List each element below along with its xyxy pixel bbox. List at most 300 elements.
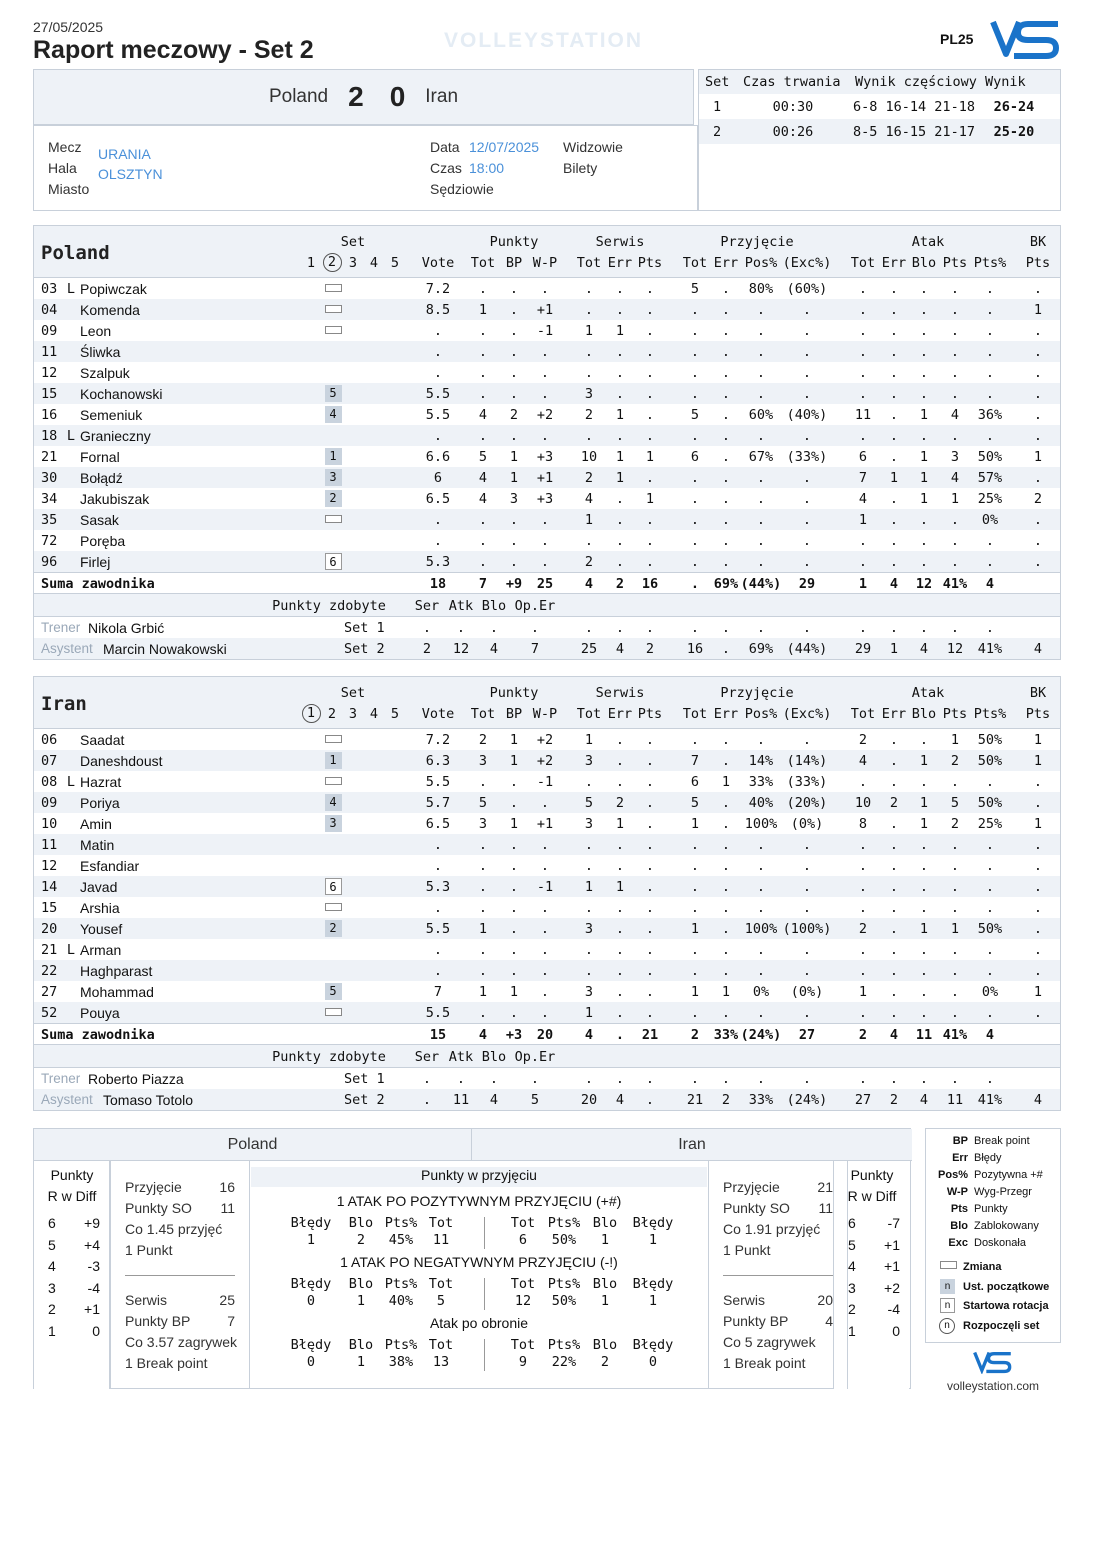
player-number: 34 xyxy=(41,491,58,507)
stat-cell: . xyxy=(858,302,868,318)
stat-cell: 6.6 xyxy=(425,449,451,465)
player-name: Fornal xyxy=(80,449,120,465)
stat-header: Blo xyxy=(592,1276,618,1292)
stat-cell: . xyxy=(615,963,625,979)
stat-cell: . xyxy=(645,795,655,811)
stat-cell: . xyxy=(802,942,812,958)
stat-cell: . xyxy=(985,858,995,874)
stat-cell: . xyxy=(1033,900,1043,916)
stat-header: Blo xyxy=(348,1276,374,1292)
set-stat-cell: . xyxy=(802,1071,812,1087)
stat-cell: . xyxy=(950,963,960,979)
stat-cell: . xyxy=(858,344,868,360)
stat-cell: 1 xyxy=(584,512,594,528)
suma-cell: 41% xyxy=(942,576,968,592)
stat-cell: . xyxy=(919,963,929,979)
stat-cell: 5 xyxy=(950,795,960,811)
stat-cell: . xyxy=(756,837,766,853)
suma-label: Suma zawodnika xyxy=(41,1027,155,1043)
stat-cell: . xyxy=(645,428,655,444)
col-s_err: Err xyxy=(607,255,633,271)
stat-cell: 3 xyxy=(584,816,594,832)
player-row xyxy=(34,876,1060,897)
stat-cell: . xyxy=(802,302,812,318)
stat-cell: . xyxy=(889,449,899,465)
stat-cell: . xyxy=(509,837,519,853)
col-set-4: 4 xyxy=(369,255,379,271)
stat-header: Pts% xyxy=(384,1215,418,1231)
suma-cell: . xyxy=(690,576,700,592)
col-a_err: Err xyxy=(881,255,907,271)
stat-cell: . xyxy=(645,879,655,895)
stat-cell: 1 xyxy=(615,470,625,486)
col-s_pts: Pts xyxy=(637,706,663,722)
stat-cell: . xyxy=(919,774,929,790)
stat-value: 45% xyxy=(388,1232,414,1248)
suma-row xyxy=(34,1023,1060,1044)
player-name: Szalpuk xyxy=(80,365,130,381)
stat-cell: . xyxy=(509,879,519,895)
stat-cell: . xyxy=(950,386,960,402)
stat-cell: 2 xyxy=(509,407,519,423)
stat-cell: . xyxy=(1033,428,1043,444)
stat-cell: . xyxy=(540,281,550,297)
footer-logo xyxy=(925,1350,1061,1393)
summary-header xyxy=(34,1129,912,1161)
stat-cell: 5.5 xyxy=(425,407,451,423)
col-p_bp: BP xyxy=(505,706,523,722)
sets-table xyxy=(698,69,1061,211)
legend-abbr: Err xyxy=(952,1152,968,1164)
col-group-przyjecie: Przyjęcie xyxy=(720,234,794,250)
miasto-label: Miasto xyxy=(48,181,90,197)
stat-header: Błędy xyxy=(632,1276,674,1292)
watermark: VOLLEYSTATION xyxy=(444,29,644,52)
stat-cell: . xyxy=(584,428,594,444)
stat-cell: . xyxy=(721,344,731,360)
stat-cell: . xyxy=(615,428,625,444)
set-marker xyxy=(323,1004,343,1020)
set-stat-cell: . xyxy=(721,641,731,657)
col-set-5: 5 xyxy=(390,255,400,271)
stat-cell: (33%) xyxy=(786,449,828,465)
col-r_pos: Pos% xyxy=(744,706,778,722)
set-set: 2 xyxy=(713,123,722,140)
stat-cell: . xyxy=(721,942,731,958)
home-rotation-panel xyxy=(34,1161,110,1389)
team-table-poland xyxy=(33,225,1061,660)
stat-cell: . xyxy=(509,533,519,549)
legend-abbr: Exc xyxy=(948,1237,968,1249)
stat-cell: . xyxy=(802,1005,812,1021)
set-stat-cell: . xyxy=(645,620,655,636)
legend-abbr: BP xyxy=(952,1135,968,1147)
suma-cell: 11 xyxy=(915,1027,933,1043)
stat-cell: . xyxy=(919,512,929,528)
player-name: Saadat xyxy=(80,732,125,748)
stat-cell: +1 xyxy=(536,470,554,486)
stat-cell: . xyxy=(721,512,731,528)
player-number: 18 xyxy=(41,428,58,444)
reception-points-title: Punkty w przyjęciu xyxy=(251,1167,707,1187)
mecz-label: Mecz xyxy=(48,139,82,155)
staff-row xyxy=(34,1068,1060,1089)
stat-cell: . xyxy=(889,428,899,444)
player-number: 22 xyxy=(41,963,58,979)
stat-cell: . xyxy=(615,942,625,958)
rec-divider xyxy=(125,1275,235,1276)
stat-cell: . xyxy=(433,512,443,528)
set-stat-cell: . xyxy=(889,1071,899,1087)
suma-cell: 27 xyxy=(798,1027,816,1043)
site-url: volleystation.com xyxy=(946,1379,1040,1393)
set-stat-cell: . xyxy=(985,620,995,636)
stat-value: 1 xyxy=(600,1293,610,1309)
stat-cell: 1 xyxy=(615,407,625,423)
stat-value: 13 xyxy=(432,1354,450,1370)
starting-position-marker: 1 xyxy=(325,448,342,465)
stat-cell: . xyxy=(985,774,995,790)
stat-cell: 4 xyxy=(584,491,594,507)
stat-cell: . xyxy=(540,795,550,811)
stat-cell: . xyxy=(802,470,812,486)
set-marker xyxy=(323,490,343,507)
stat-cell: . xyxy=(721,302,731,318)
suma-cell: +3 xyxy=(505,1027,523,1043)
legend-desc: Błędy xyxy=(974,1152,1002,1164)
stat-cell: . xyxy=(478,774,488,790)
player-row xyxy=(34,855,1060,876)
player-number: 12 xyxy=(41,858,58,874)
set-stat-cell: 4 xyxy=(489,641,499,657)
set-time: 00:30 xyxy=(772,98,814,115)
libero-mark: L xyxy=(66,428,76,444)
stat-cell: . xyxy=(985,837,995,853)
stat-cell: . xyxy=(1033,554,1043,570)
player-row xyxy=(34,792,1060,813)
stat-cell: 1 xyxy=(584,1005,594,1021)
stat-header: Tot xyxy=(428,1276,454,1292)
legend-abbr: Pts xyxy=(950,1203,968,1215)
player-row xyxy=(34,278,1060,299)
set-marker xyxy=(323,878,343,895)
stat-cell: 7 xyxy=(690,753,700,769)
stat-cell: . xyxy=(645,858,655,874)
col-group-set: Set xyxy=(340,234,366,250)
stat-cell: . xyxy=(433,963,443,979)
player-name: Granieczny xyxy=(80,428,151,444)
suma-row xyxy=(34,572,1060,593)
section-title: 1 ATAK PO NEGATYWNYM PRZYJĘCIU (-!) xyxy=(340,1254,618,1270)
stat-cell: . xyxy=(919,344,929,360)
rec-label: Przyjęcie xyxy=(125,1179,182,1195)
stat-cell: 1 xyxy=(1033,449,1043,465)
legend-desc: Doskonała xyxy=(974,1237,1026,1249)
substitution-marker xyxy=(325,284,342,292)
stat-cell: . xyxy=(756,470,766,486)
stat-cell: 50% xyxy=(977,921,1003,937)
stat-cell: . xyxy=(1033,407,1043,423)
stat-cell: . xyxy=(690,858,700,874)
rec-punkt: 1 Punkt xyxy=(723,1242,771,1258)
legend-icon-label: Startowa rotacja xyxy=(963,1300,1049,1312)
player-name: Daneshdoust xyxy=(80,753,163,769)
stat-cell: . xyxy=(690,879,700,895)
stat-cell: . xyxy=(985,942,995,958)
stat-cell: . xyxy=(433,858,443,874)
stat-cell: . xyxy=(756,942,766,958)
stat-cell: . xyxy=(509,858,519,874)
starting-position-marker: 2 xyxy=(325,920,342,937)
stat-cell: . xyxy=(1033,386,1043,402)
stat-cell: . xyxy=(540,921,550,937)
col-a_ptsp: Pts% xyxy=(973,255,1007,271)
stat-cell: . xyxy=(584,858,594,874)
substitution-marker xyxy=(325,777,342,785)
stat-cell: . xyxy=(478,900,488,916)
section-divider xyxy=(484,1217,485,1249)
stat-cell: 1 xyxy=(615,323,625,339)
stat-cell: 1 xyxy=(615,816,625,832)
stat-cell: . xyxy=(584,900,594,916)
staff-row xyxy=(34,638,1060,659)
set-stat-cell: . xyxy=(756,1071,766,1087)
set-label: Set 1 xyxy=(344,1071,385,1087)
stat-cell: 5 xyxy=(584,795,594,811)
stat-cell: . xyxy=(802,900,812,916)
stat-cell: . xyxy=(433,900,443,916)
widzowie-label: Widzowie xyxy=(563,139,623,155)
player-row xyxy=(34,467,1060,488)
srv-bp: 1 Break point xyxy=(125,1355,208,1371)
set-stat-cell: 4 xyxy=(1033,641,1043,657)
rot-number: 3 xyxy=(48,1279,56,1296)
stat-cell: . xyxy=(858,554,868,570)
suma-cell: 4 xyxy=(584,576,594,592)
set-stat-cell: . xyxy=(858,1071,868,1087)
col-r_err: Err xyxy=(713,255,739,271)
set-stat-cell: . xyxy=(985,1071,995,1087)
stat-value: 0 xyxy=(648,1354,658,1370)
suma-cell: 2 xyxy=(615,576,625,592)
stat-cell: . xyxy=(802,837,812,853)
stat-cell: . xyxy=(858,837,868,853)
stat-cell: . xyxy=(645,753,655,769)
set-stat-cell: (44%) xyxy=(786,641,828,657)
stat-cell: 25% xyxy=(977,816,1003,832)
stat-header: Tot xyxy=(510,1337,536,1353)
stat-cell: . xyxy=(509,344,519,360)
stat-cell: . xyxy=(756,365,766,381)
stat-cell: 1 xyxy=(509,984,519,1000)
player-name: Hazrat xyxy=(80,774,122,790)
stat-cell: 50% xyxy=(977,753,1003,769)
stat-cell: 2 xyxy=(858,732,868,748)
set-stat-cell: 4 xyxy=(1033,1092,1043,1108)
stat-cell: . xyxy=(645,963,655,979)
col-a_tot: Tot xyxy=(850,255,876,271)
stat-cell: . xyxy=(690,554,700,570)
stat-cell: 3 xyxy=(584,984,594,1000)
pz-label: Punkty zdobyte xyxy=(272,598,386,614)
stat-cell: 1 xyxy=(584,879,594,895)
stat-cell: . xyxy=(540,942,550,958)
rot-number: 2 xyxy=(48,1301,56,1317)
stat-cell: . xyxy=(889,365,899,381)
suma-cell: 4 xyxy=(889,576,899,592)
player-row xyxy=(34,488,1060,509)
stat-cell: . xyxy=(889,491,899,507)
rec-value: 11 xyxy=(220,1200,235,1216)
stat-cell: . xyxy=(756,900,766,916)
player-name: Leon xyxy=(80,323,112,339)
stat-cell: . xyxy=(584,533,594,549)
away-sets: 0 xyxy=(389,81,406,112)
rot-punkty-label: Punkty xyxy=(50,1167,94,1183)
suma-cell: 4 xyxy=(985,576,995,592)
stat-cell: 1 xyxy=(584,323,594,339)
player-row xyxy=(34,729,1060,750)
srv-co: Co 3.57 zagrywek xyxy=(125,1334,238,1350)
stat-cell: . xyxy=(919,428,929,444)
section-divider xyxy=(484,1278,485,1310)
stat-cell: . xyxy=(802,879,812,895)
stat-cell: . xyxy=(756,732,766,748)
srv-co: Co 5 zagrywek xyxy=(723,1334,816,1350)
stat-cell: . xyxy=(509,774,519,790)
stat-cell: -1 xyxy=(536,323,554,339)
starting-position-marker: 3 xyxy=(325,469,342,486)
stat-cell: . xyxy=(584,942,594,958)
stat-cell: 1 xyxy=(478,984,488,1000)
stat-cell: 1 xyxy=(509,816,519,832)
page-title: Raport meczowy - Set 2 xyxy=(33,36,314,64)
stat-cell: 3 xyxy=(584,386,594,402)
sets-header xyxy=(699,70,1060,94)
stat-cell: 6.5 xyxy=(425,816,451,832)
player-number: 08 xyxy=(41,774,58,790)
stat-cell: . xyxy=(690,386,700,402)
set-stat-cell: 41% xyxy=(977,641,1003,657)
stat-cell: . xyxy=(721,1005,731,1021)
stat-cell: . xyxy=(615,921,625,937)
rot-rwdiff-label: R w Diff xyxy=(47,1188,97,1204)
rec-punkt: 1 Punkt xyxy=(125,1242,173,1258)
stat-cell: . xyxy=(889,921,899,937)
team-name: Iran xyxy=(41,693,87,715)
stat-cell: 5.5 xyxy=(425,1005,451,1021)
stat-cell: . xyxy=(615,281,625,297)
stat-cell: (20%) xyxy=(786,795,828,811)
set-stat-cell: 11 xyxy=(452,1092,470,1108)
stat-cell: . xyxy=(985,365,995,381)
player-name: Haghparast xyxy=(80,963,153,979)
stat-cell: . xyxy=(615,858,625,874)
stat-cell: . xyxy=(889,302,899,318)
stat-cell: . xyxy=(802,365,812,381)
stat-cell: . xyxy=(802,732,812,748)
away-team-name: Iran xyxy=(425,86,459,107)
stat-cell: . xyxy=(919,732,929,748)
legend-icon-label: Ust. początkowe xyxy=(963,1280,1050,1293)
player-name: Javad xyxy=(80,879,118,895)
staff-label: Trener xyxy=(41,620,81,635)
stat-cell: . xyxy=(889,407,899,423)
stat-cell: . xyxy=(889,984,899,1000)
legend-panel xyxy=(925,1128,1061,1343)
starting-rotation-marker: 6 xyxy=(325,553,342,570)
stat-cell: 5 xyxy=(690,281,700,297)
stat-cell: . xyxy=(756,302,766,318)
rot-diff: -4 xyxy=(887,1301,900,1317)
stat-cell: 1 xyxy=(645,449,655,465)
set-stat-cell: 1 xyxy=(889,641,899,657)
player-name: Jakubiszak xyxy=(80,491,150,507)
stat-cell: . xyxy=(858,774,868,790)
set-stat-cell: 21 xyxy=(686,1092,704,1108)
stat-cell: . xyxy=(478,533,488,549)
stat-cell: . xyxy=(950,1005,960,1021)
suma-cell: 33% xyxy=(713,1027,739,1043)
stat-cell: 1 xyxy=(919,491,929,507)
set-time: 00:26 xyxy=(772,123,814,140)
stat-cell: . xyxy=(950,428,960,444)
rot-punkty-label: Punkty xyxy=(850,1167,894,1183)
legend-start-icon: n xyxy=(940,1279,955,1294)
suma-cell: +9 xyxy=(505,576,523,592)
stat-cell: . xyxy=(645,554,655,570)
stat-value: 38% xyxy=(388,1354,414,1370)
stat-cell: . xyxy=(540,428,550,444)
stat-cell: . xyxy=(919,386,929,402)
stat-cell: . xyxy=(985,344,995,360)
stat-cell: . xyxy=(919,365,929,381)
stat-cell: . xyxy=(645,921,655,937)
rot-diff: +1 xyxy=(884,1236,900,1253)
team-header xyxy=(34,677,1060,729)
stat-cell: . xyxy=(756,858,766,874)
stat-cell: +1 xyxy=(536,816,554,832)
pz-blo: Blo xyxy=(481,1049,507,1065)
stat-cell: . xyxy=(950,879,960,895)
stat-cell: . xyxy=(721,858,731,874)
player-row xyxy=(34,530,1060,551)
stat-cell: +3 xyxy=(536,449,554,465)
away-reception-panel xyxy=(708,1161,848,1389)
stat-cell: . xyxy=(645,512,655,528)
stat-cell: . xyxy=(509,795,519,811)
stat-cell: (0%) xyxy=(790,984,824,1000)
stat-cell: 1 xyxy=(690,921,700,937)
set-marker xyxy=(323,553,343,570)
player-number: 27 xyxy=(41,984,58,1000)
stat-cell: . xyxy=(889,512,899,528)
stat-cell: 2 xyxy=(584,407,594,423)
player-number: 09 xyxy=(41,795,58,811)
stat-cell: . xyxy=(615,753,625,769)
col-p_wp: W-P xyxy=(532,706,558,722)
stat-header: Pts% xyxy=(384,1276,418,1292)
stat-cell: . xyxy=(509,323,519,339)
rot-diff: -4 xyxy=(87,1279,100,1296)
stat-value: 22% xyxy=(551,1354,577,1370)
stat-cell: . xyxy=(584,344,594,360)
stat-cell: . xyxy=(756,963,766,979)
stat-cell: 7 xyxy=(433,984,443,1000)
set-marker xyxy=(323,385,343,402)
stat-cell: +1 xyxy=(536,302,554,318)
stat-cell: . xyxy=(919,900,929,916)
